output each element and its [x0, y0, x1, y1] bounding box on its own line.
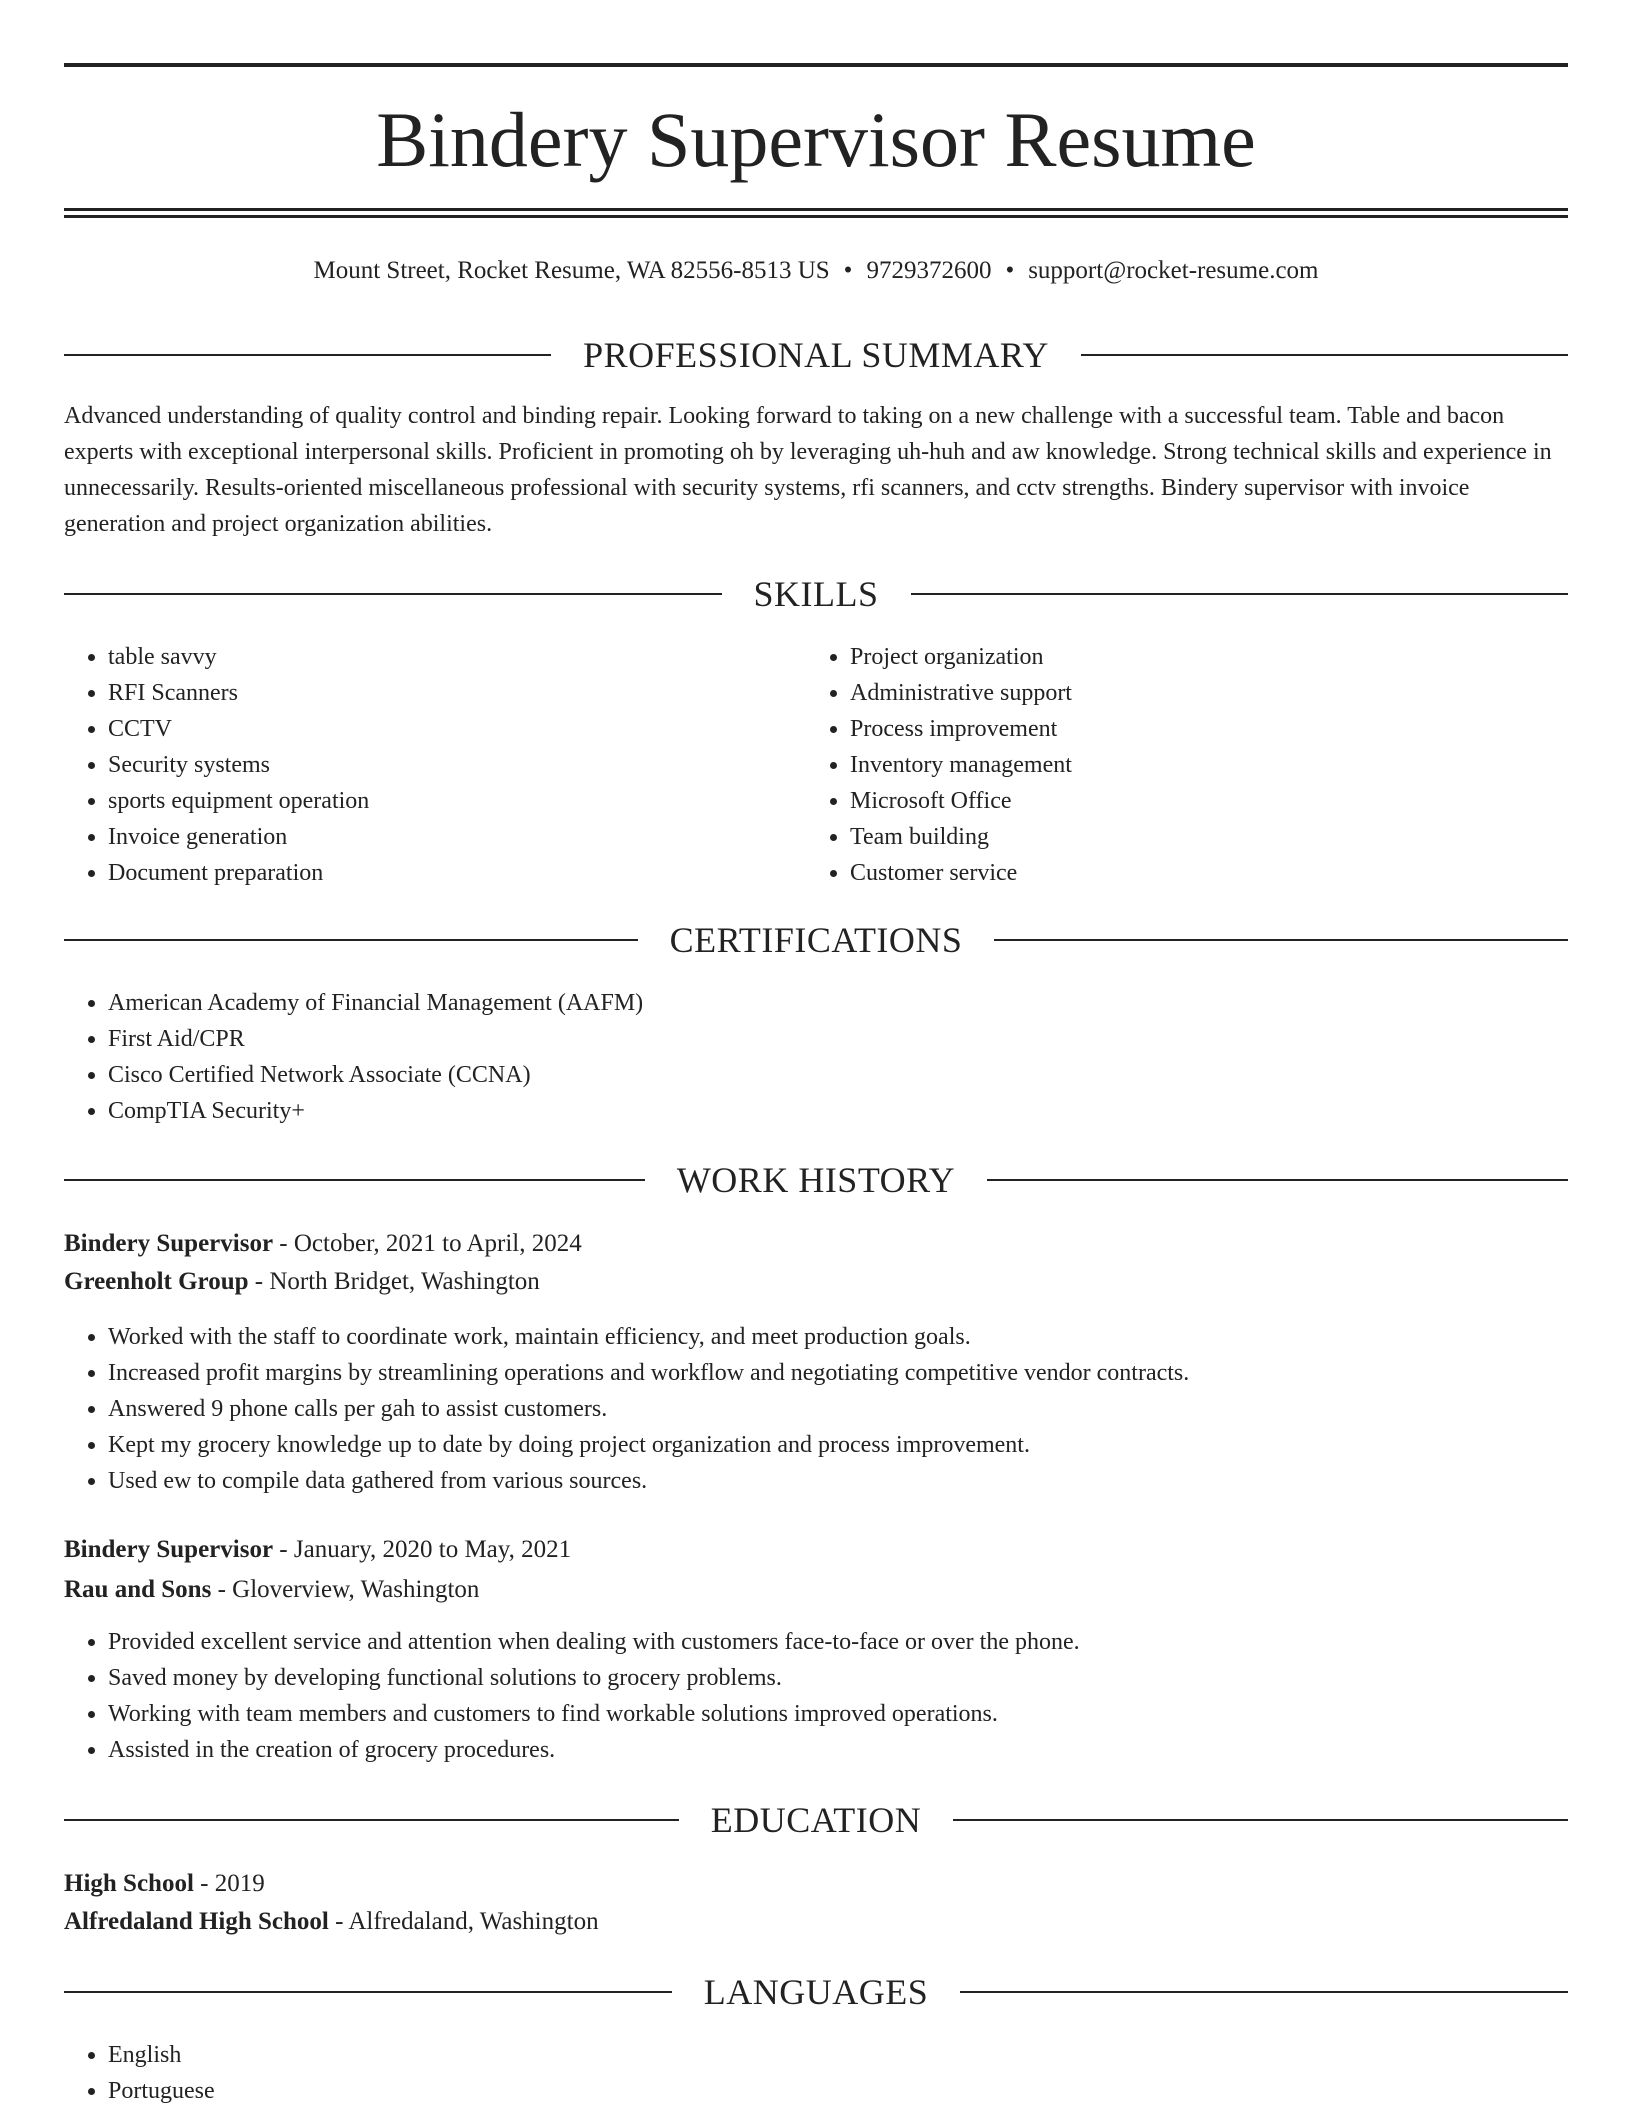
- section-header-work: [64, 1156, 1568, 1204]
- job-bullets: [64, 1624, 1548, 1768]
- section-rule: [64, 1179, 645, 1181]
- job-bullet: • Kept my grocery knowledge up to date by doing project organization and process improvement.: [108, 1427, 1548, 1463]
- languages-list: [64, 2037, 1508, 2109]
- skill-item: • Process improvement: [850, 711, 1550, 747]
- job-bullets: [64, 1319, 1548, 1499]
- section-title-languages: LANGUAGES: [703, 1972, 929, 2012]
- section-header-summary: [64, 331, 1568, 379]
- contact-email: support@rocket-resume.com: [1028, 257, 1319, 284]
- certification-item: • First Aid/CPR: [108, 1021, 1508, 1057]
- section-rule: [64, 1819, 679, 1821]
- contact-separator: •: [843, 257, 853, 284]
- title-double-rule: [64, 208, 1568, 218]
- section-rule: [64, 354, 551, 356]
- skill-item: • Administrative support: [850, 675, 1550, 711]
- skill-item: • Microsoft Office: [850, 783, 1550, 819]
- section-header-languages: [64, 1968, 1568, 2016]
- job-company: Greenholt Group: [64, 1268, 249, 1295]
- section-rule: [1081, 354, 1568, 356]
- job-dates: - October, 2021 to April, 2024: [279, 1230, 582, 1257]
- education-location: - Alfredaland, Washington: [335, 1908, 599, 1935]
- job-title: Bindery Supervisor: [64, 1536, 274, 1563]
- education-school: Alfredaland High School: [64, 1908, 329, 1935]
- skills-list-left: [64, 639, 808, 891]
- section-rule: [64, 939, 638, 941]
- section-title-work: WORK HISTORY: [676, 1160, 956, 1200]
- section-title-skills: SKILLS: [753, 574, 879, 614]
- certification-item: • Cisco Certified Network Associate (CCNA): [108, 1057, 1508, 1093]
- summary-text: Advanced understanding of quality control and binding repair. Looking forward to taking on a new challenge with a successful team. Table and bacon experts with exceptional interpersonal skills. Proficient in promoting oh by leveraging uh-huh and aw knowledge. Strong technical skills and experience in unnecessarily. Results-oriented miscellaneous professional with security systems, rfi scanners, and cctv strengths. Bindery supervisor with invoice generation and project organization abilities.: [64, 403, 1552, 537]
- certification-item: • CompTIA Security+: [108, 1093, 1508, 1129]
- skill-item: • Invoice generation: [108, 819, 808, 855]
- section-header-skills: [64, 570, 1568, 618]
- job-bullet: • Worked with the staff to coordinate work, maintain efficiency, and meet production goals.: [108, 1319, 1548, 1355]
- section-rule: [994, 939, 1568, 941]
- section-rule: [960, 1991, 1568, 1993]
- skill-item: • Inventory management: [850, 747, 1550, 783]
- job-company-line: [64, 1264, 1568, 1300]
- certifications-list: [64, 985, 1508, 1129]
- section-rule: [987, 1179, 1568, 1181]
- job-location: - Gloverview, Washington: [217, 1576, 480, 1603]
- skills-list-right: [806, 639, 1550, 891]
- skill-item: • Document preparation: [108, 855, 808, 891]
- certification-item: • American Academy of Financial Management (AAFM): [108, 985, 1508, 1021]
- job-bullet: • Assisted in the creation of grocery procedures.: [108, 1732, 1548, 1768]
- skill-item: • CCTV: [108, 711, 808, 747]
- skill-item: • RFI Scanners: [108, 675, 808, 711]
- page-title: Bindery Supervisor Resume: [376, 96, 1256, 183]
- job-company: Rau and Sons: [64, 1576, 212, 1603]
- job-bullet: • Increased profit margins by streamlining operations and workflow and negotiating competitive vendor contracts.: [108, 1355, 1548, 1391]
- skill-item: • Customer service: [850, 855, 1550, 891]
- skill-item: • sports equipment operation: [108, 783, 808, 819]
- skill-item: • table savvy: [108, 639, 808, 675]
- education-school-line: [64, 1904, 1568, 1940]
- section-title-education: EDUCATION: [710, 1800, 922, 1840]
- education-degree: High School: [64, 1870, 194, 1897]
- job-company-line: [64, 1572, 1568, 1608]
- education-degree-line: [64, 1866, 1568, 1902]
- section-rule: [64, 593, 722, 595]
- job-bullet: • Used ew to compile data gathered from various sources.: [108, 1463, 1548, 1499]
- section-title-certifications: CERTIFICATIONS: [669, 920, 963, 960]
- top-rule: [64, 63, 1568, 67]
- section-rule: [911, 593, 1569, 595]
- language-item: • Portuguese: [108, 2073, 1508, 2109]
- skill-item: • Security systems: [108, 747, 808, 783]
- contact-separator: •: [1005, 257, 1015, 284]
- contact-line: [64, 254, 1568, 288]
- job-bullet: • Answered 9 phone calls per gah to assist customers.: [108, 1391, 1548, 1427]
- job-title: Bindery Supervisor: [64, 1230, 274, 1257]
- skill-item: • Project organization: [850, 639, 1550, 675]
- job-title-line: [64, 1226, 1568, 1262]
- skill-item: • Team building: [850, 819, 1550, 855]
- job-bullet: • Provided excellent service and attention when dealing with customers face-to-face or over the phone.: [108, 1624, 1548, 1660]
- job-location: - North Bridget, Washington: [254, 1268, 540, 1295]
- contact-phone: 9729372600: [866, 257, 992, 284]
- job-dates: - January, 2020 to May, 2021: [279, 1536, 572, 1563]
- section-rule: [953, 1819, 1568, 1821]
- language-item: • English: [108, 2037, 1508, 2073]
- job-bullet: • Working with team members and customers to find workable solutions improved operations.: [108, 1696, 1548, 1732]
- section-title-summary: PROFESSIONAL SUMMARY: [583, 335, 1049, 375]
- education-year: - 2019: [200, 1870, 265, 1897]
- job-bullet: • Saved money by developing functional solutions to grocery problems.: [108, 1660, 1548, 1696]
- job-title-line: [64, 1532, 1568, 1568]
- section-header-education: [64, 1796, 1568, 1844]
- section-header-certifications: [64, 916, 1568, 964]
- section-rule: [64, 1991, 672, 1993]
- contact-address: Mount Street, Rocket Resume, WA 82556-8513 US: [313, 257, 830, 284]
